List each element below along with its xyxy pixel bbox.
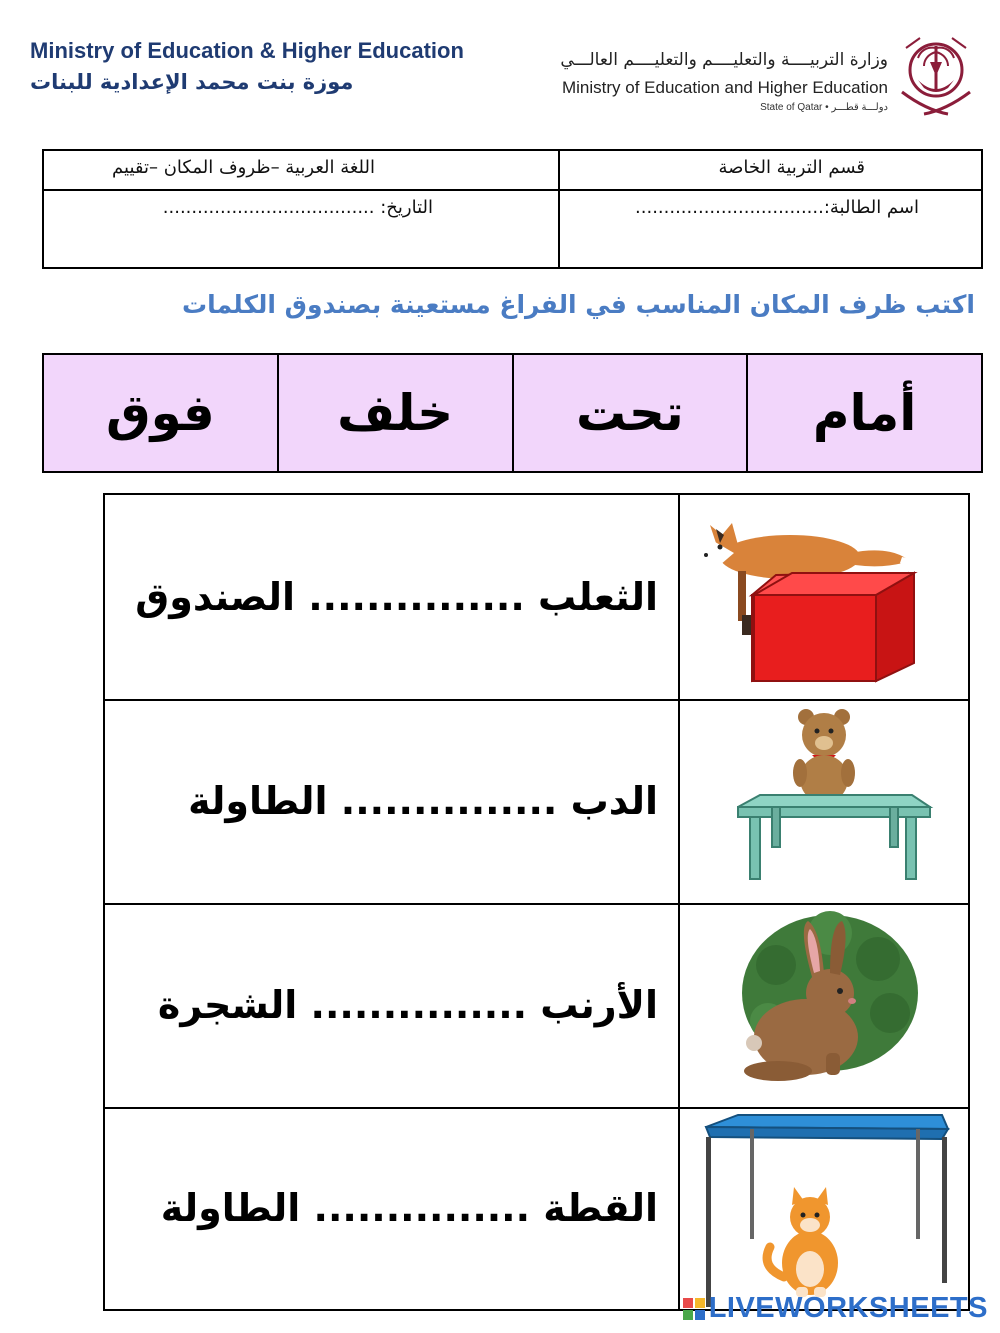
exercise-sentence[interactable]: القطة ............... الطاولة bbox=[160, 1186, 658, 1230]
exercise-row bbox=[105, 1107, 968, 1309]
department-label: قسم التربية الخاصة bbox=[718, 157, 865, 178]
fox-behind-box-icon bbox=[680, 495, 968, 697]
word-box-item[interactable]: فوق bbox=[105, 384, 215, 442]
cat-under-table-icon bbox=[680, 1107, 968, 1307]
exercise-table bbox=[103, 493, 970, 1311]
logo-text-en: Ministry of Education and Higher Education bbox=[561, 78, 888, 97]
logo-state: State of Qatar • دولـــة قطـــر bbox=[760, 102, 888, 113]
word-box-item[interactable]: أمام bbox=[746, 355, 981, 471]
subject-label: اللغة العربية –ظروف المكان –تقييم bbox=[112, 157, 375, 178]
exercise-sentence[interactable]: الثعلب ............... الصندوق bbox=[135, 575, 658, 619]
logo-text-ar: وزارة التربيــــة والتعليــــم والتعليــــم العالـــي bbox=[560, 50, 888, 70]
exercise-row bbox=[105, 495, 968, 701]
instruction: اكتب ظرف المكان المناسب في الفراغ مستعينة بصندوق الكلمات bbox=[181, 290, 975, 319]
student-name-field[interactable]: اسم الطالبة:................................. bbox=[635, 197, 919, 218]
date-field[interactable]: التاريخ: ..................................... bbox=[162, 197, 433, 218]
exercise-sentence[interactable]: الدب ............... الطاولة bbox=[188, 779, 658, 823]
exercise-row bbox=[105, 699, 968, 905]
exercise-row bbox=[105, 903, 968, 1109]
ministry-title-en: Ministry of Education & Higher Education bbox=[30, 38, 464, 63]
liveworksheets-watermark bbox=[683, 1292, 988, 1325]
rabbit-front-of-tree-icon bbox=[680, 903, 968, 1105]
word-box-item[interactable]: تحت bbox=[512, 355, 747, 471]
school-name-ar: موزة بنت محمد الإعدادية للبنات bbox=[30, 70, 354, 94]
word-box bbox=[42, 353, 983, 473]
liveworksheets-logo-icon bbox=[683, 1298, 705, 1320]
bear-on-table-icon bbox=[680, 699, 968, 901]
word-box-item[interactable]: خلف bbox=[277, 355, 512, 471]
exercise-sentence[interactable]: الأرنب ............... الشجرة bbox=[157, 983, 658, 1027]
qatar-emblem-icon bbox=[896, 28, 976, 118]
watermark-text: LIVEWORKSHEETS bbox=[708, 1292, 988, 1324]
ministry-logo bbox=[560, 28, 980, 120]
info-table bbox=[42, 149, 983, 269]
